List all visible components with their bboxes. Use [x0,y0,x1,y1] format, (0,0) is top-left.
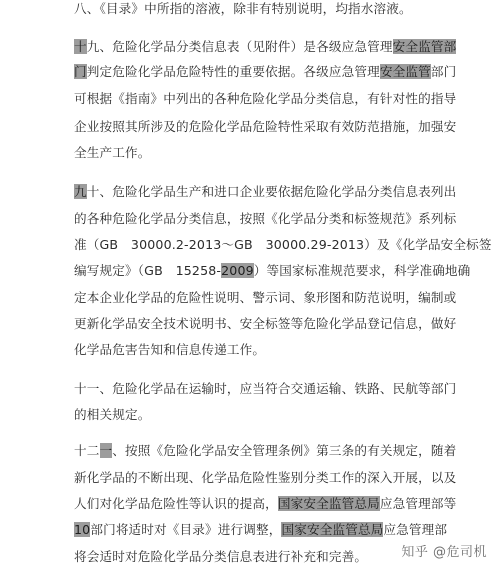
text-line [74,548,367,566]
watermark: 知乎 @危司机 [401,545,487,560]
text-segment: 将会适时对危险化学品分类信息表进行补充和完善。 [74,549,368,564]
text-line [74,144,150,162]
text-segment: 部门 [430,64,457,79]
text-line [74,118,456,136]
text-line [74,315,456,333]
highlighted-text: 国家安全监管总局 [277,496,380,511]
text-segment: 九、危险化学品分类信息表（见附件）是各级应急管理 [86,39,393,54]
text-segment: 十、危险化学品生产和进口企业要依据危险化学品分类信息表列出 [86,184,457,199]
text-line [74,0,412,18]
text-segment: 全生产工作。 [74,145,151,160]
text-segment: 部门将适时对《目录》进行调整， [90,522,282,537]
text-segment: 十一、危险化学品在运输时，应当符合交通运输、铁路、民航等部门 [74,381,457,396]
text-segment: 定本企业化学品的危险性说明、警示词、象形图和防范说明，编制或 [74,290,457,305]
highlighted-text: 国家安全监管总局 [281,522,384,537]
text-segment: 十二 [74,443,100,458]
text-segment: 企业按照其所涉及的危险化学品危险特性采取有效防范措施，加强安 [74,119,457,134]
text-segment: 的各种危险化学品分类信息，按照《化学品分类和标签规范》系列标 [74,211,457,226]
highlighted-text: 十 [74,39,87,54]
text-segment: 的相关规定。 [74,407,151,422]
text-line [74,341,265,359]
text-line [74,38,456,56]
text-segment: 更新化学品安全技术说明书、安全标签等危险化学品登记信息，做好 [74,316,457,331]
text-line [74,289,456,307]
highlighted-text: 安全监管 [379,64,431,79]
highlighted-text: 门 [74,64,87,79]
highlighted-text: 安全监管部 [392,39,457,54]
text-segment: 新化学品的不断出现、化学品危险性鉴别分类工作的深入开展，以及 [74,470,457,485]
text-segment: 八、《目录》中所指的溶液，除非有特别说明，均指水溶液。 [74,1,412,16]
text-line [74,406,150,424]
text-segment: 编写规定》（GB 15258- [74,263,222,278]
highlighted-text: 10 [74,522,91,537]
text-line [74,495,456,513]
text-segment: 准（GB 30000.2-2013～GB 30000.29-2013）及《化学品安全标签 [74,237,492,252]
text-segment: 人们对化学品危险性等认识的提高， [74,496,278,511]
text-line [74,521,447,539]
text-line [74,380,456,398]
text-line [74,442,456,460]
text-line [74,469,456,487]
highlighted-text: 2009 [221,263,254,278]
text-segment: 、按照《危险化学品安全管理条例》第三条的有关规定，随着 [112,443,457,458]
text-line [74,236,492,254]
text-line [74,262,470,280]
text-line [74,210,456,228]
text-line [74,183,456,201]
text-segment: 判定危险化学品危险特性的重要依据。各级应急管理 [86,64,380,79]
text-segment: 化学品危害告知和信息传递工作。 [74,342,266,357]
text-segment: 应急管理部 [383,522,448,537]
highlighted-text: 九 [74,184,87,199]
highlighted-text: 一 [99,443,113,458]
text-line [74,63,456,81]
text-line [74,90,456,108]
text-segment: ）等国家标准规范要求，科学准确地确 [253,263,471,278]
text-segment: 可根据《指南》中列出的各种危险化学品分类信息，有针对性的指导 [74,91,457,106]
text-segment: 应急管理部等 [379,496,457,511]
